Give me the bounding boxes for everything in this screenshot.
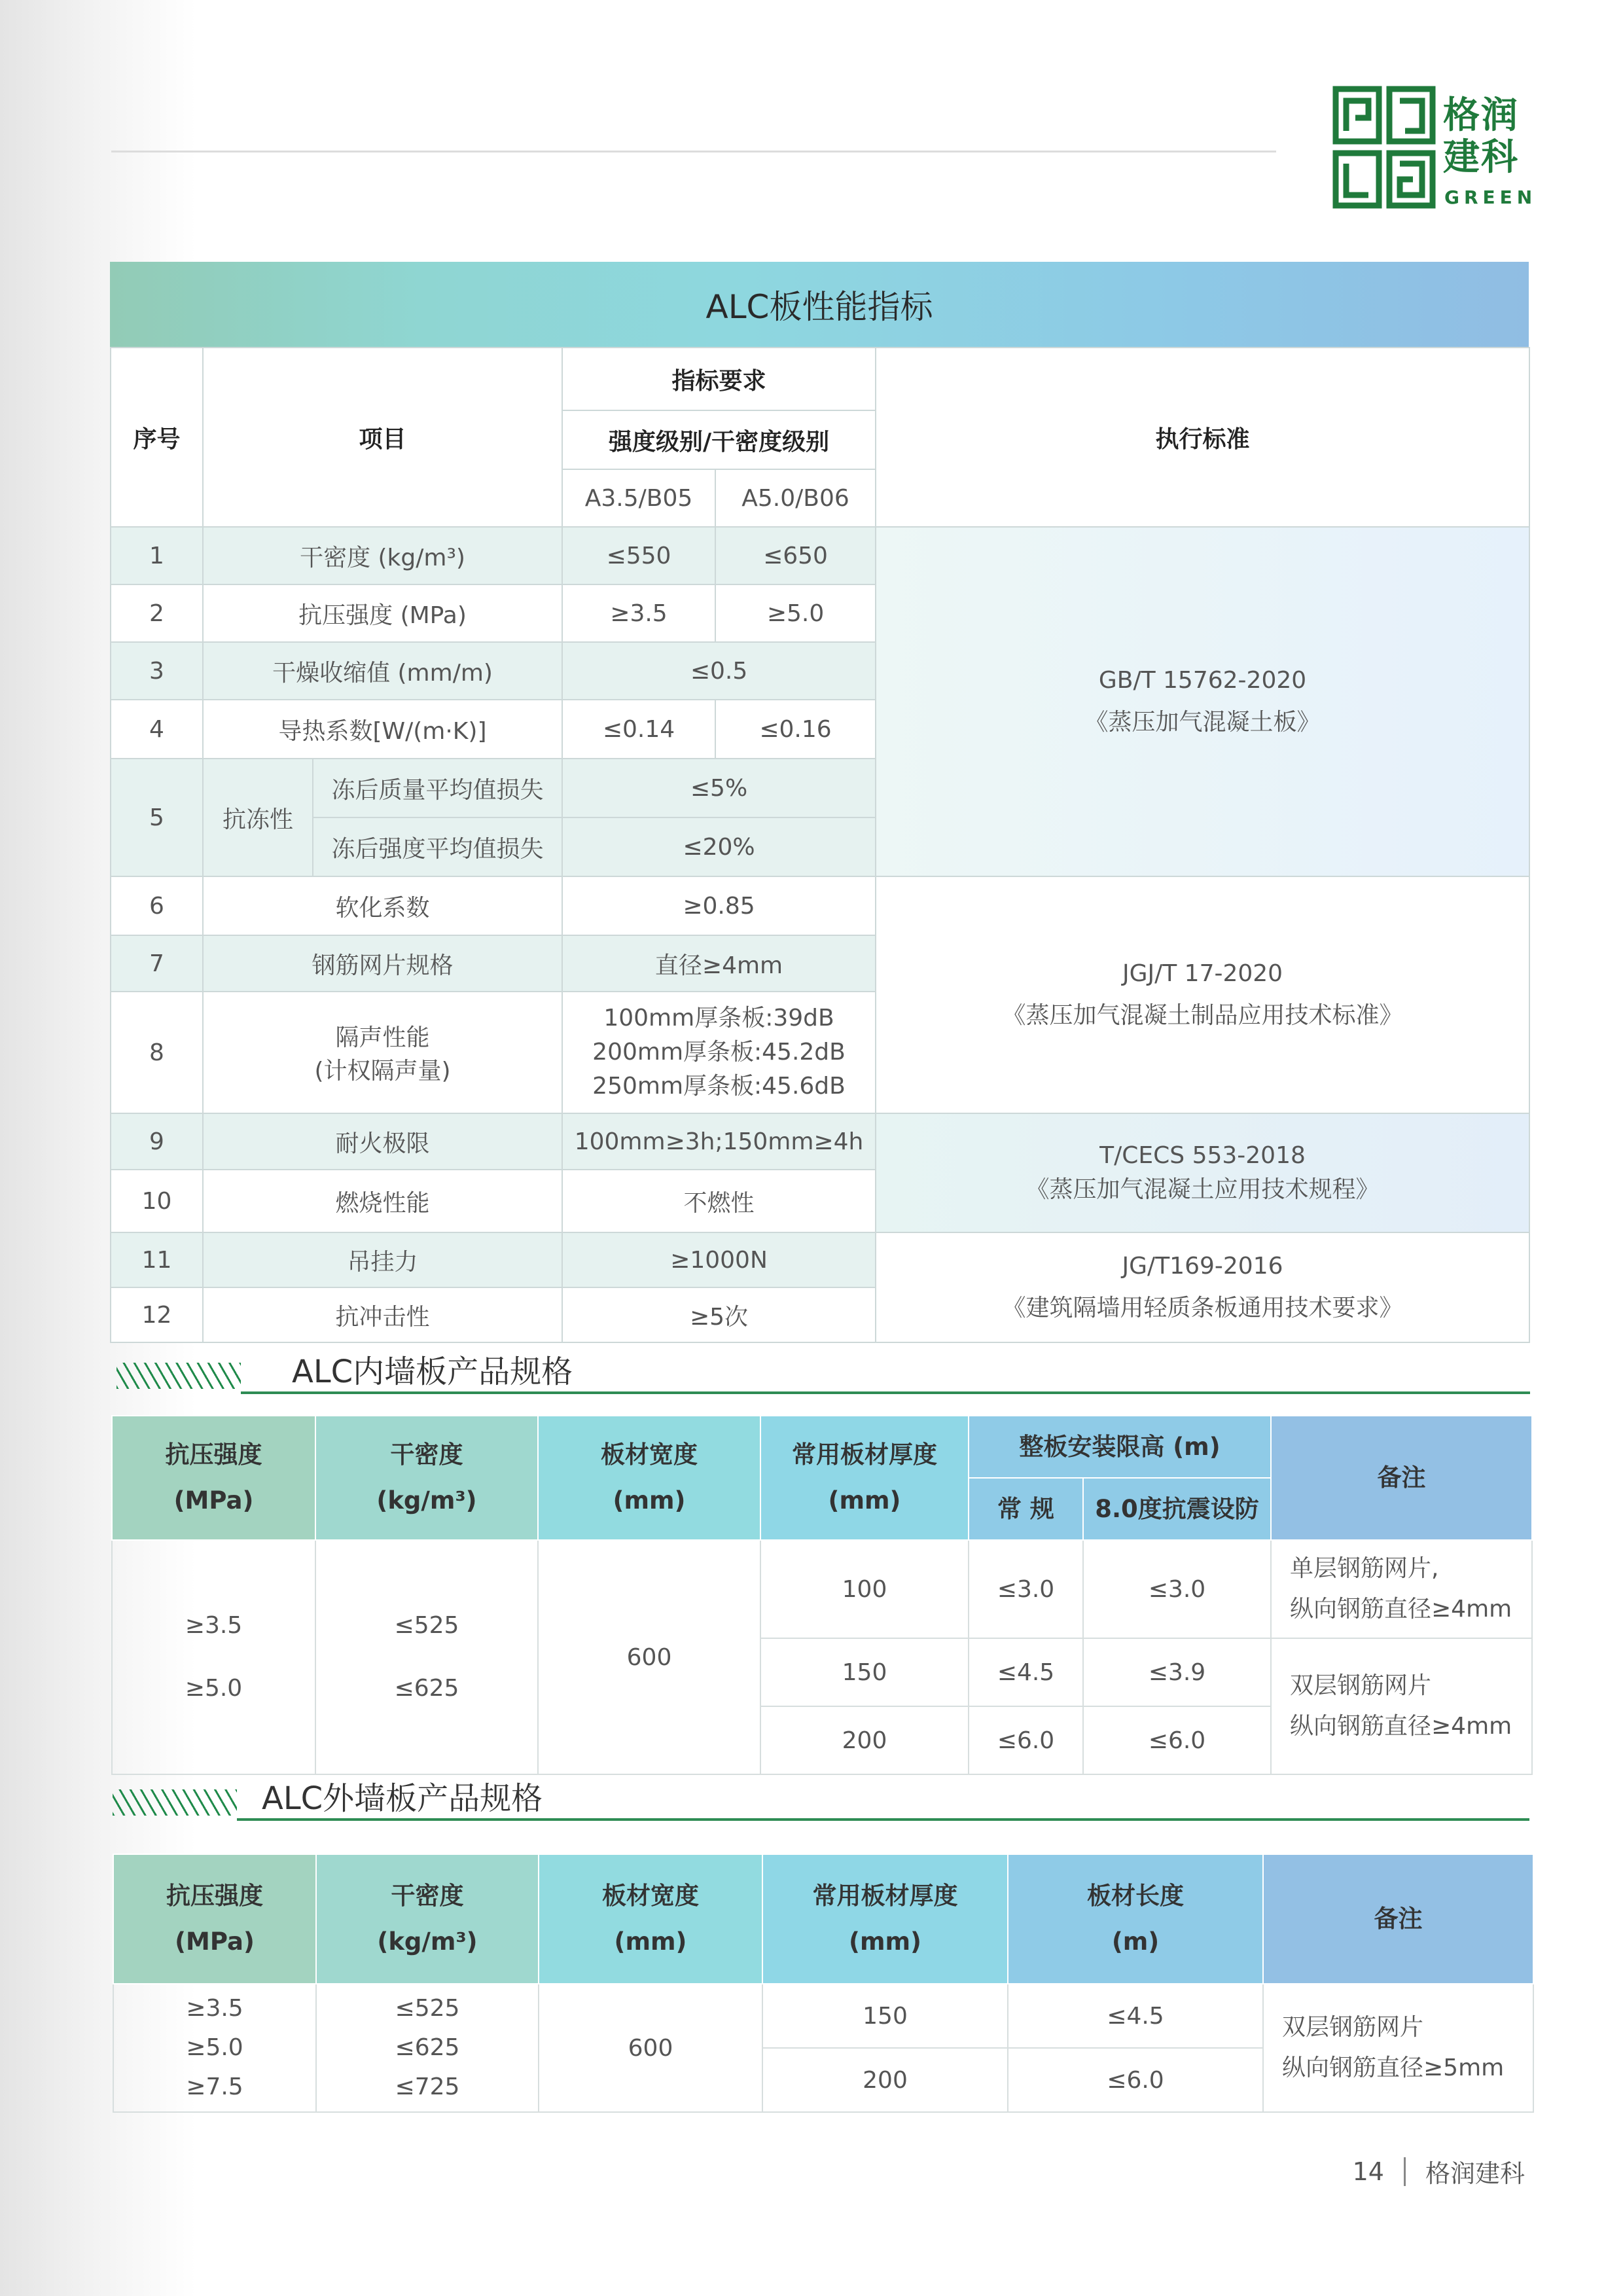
inner-spec-table — [111, 1415, 1533, 1775]
header-density-unit: (kg/m³) — [376, 1486, 477, 1515]
standard-cell-2 — [876, 876, 1529, 1113]
standard-code: JGJ/T 17-2020 — [1122, 960, 1283, 987]
section-outer-title: ALC外墙板产品规格 — [262, 1780, 543, 1817]
seismic-height-cell: ≤3.9 — [1083, 1638, 1271, 1706]
row-subitem-1: 冻后质量平均值损失 — [313, 759, 562, 817]
footer-divider — [1404, 2157, 1406, 2186]
row-subitem-2: 冻后强度平均值损失 — [313, 817, 562, 876]
page-number: 14 — [1352, 2157, 1384, 2186]
row-item: 抗压强度 (MPa) — [203, 584, 562, 642]
row-subvalue-2: ≤20% — [562, 817, 876, 876]
row-value-1: ≥3.5 — [562, 584, 715, 642]
standard-cell-1 — [876, 527, 1529, 876]
strength-value: ≥3.5 — [185, 1612, 243, 1639]
row-value-2: ≤0.16 — [715, 700, 876, 759]
row-value: 不燃性 — [562, 1170, 876, 1232]
thickness-cell: 150 — [762, 1984, 1008, 2048]
header-length-label: 板材长度 — [1087, 1882, 1184, 1910]
row-value: ≥0.85 — [562, 876, 876, 935]
density-cell — [316, 1984, 539, 2112]
seismic-height-cell: ≤3.0 — [1083, 1540, 1271, 1638]
normal-height-cell: ≤6.0 — [969, 1706, 1083, 1774]
performance-table — [110, 347, 1530, 1343]
header-width-label: 板材宽度 — [602, 1882, 699, 1910]
header-requirement: 指标要求 — [562, 348, 876, 410]
table-row — [112, 1540, 1532, 1638]
header-note: 备注 — [1263, 1854, 1533, 1984]
logo-cn-line2: 建科 — [1443, 136, 1519, 179]
row-value-line2: 200mm厚条板:45.2dB — [592, 1039, 846, 1066]
section-inner-header — [116, 1348, 1530, 1394]
row-item: 干燥收缩值 (mm/m) — [203, 642, 562, 700]
row-group: 抗冻性 — [203, 759, 313, 876]
row-item: 燃烧性能 — [203, 1170, 562, 1232]
section-inner-title: ALC内墙板产品规格 — [292, 1354, 573, 1390]
row-value-2: ≥5.0 — [715, 584, 876, 642]
header-grade: 强度级别/干密度级别 — [562, 410, 876, 469]
header-note: 备注 — [1271, 1416, 1532, 1540]
width-cell: 600 — [538, 1540, 760, 1774]
standard-name: 《蒸压加气混凝土板》 — [1084, 709, 1321, 736]
density-value: ≤625 — [395, 2034, 460, 2061]
row-no: 9 — [111, 1113, 203, 1170]
row-no: 7 — [111, 935, 203, 992]
header-width — [539, 1854, 762, 1984]
row-value: ≥5次 — [562, 1287, 876, 1342]
row-value-line3: 250mm厚条板:45.6dB — [592, 1073, 846, 1100]
note-line: 纵向钢筋直径≥4mm — [1290, 1713, 1512, 1740]
normal-height-cell: ≤4.5 — [969, 1638, 1083, 1706]
standard-name: 《蒸压加气混凝土应用技术规程》 — [1026, 1176, 1380, 1203]
section-underline — [241, 1391, 1530, 1394]
logo-en: GREEN — [1444, 187, 1537, 208]
stripes-icon — [113, 1789, 237, 1816]
header-strength-unit: (MPa) — [173, 1486, 254, 1515]
row-no: 8 — [111, 992, 203, 1113]
table-row — [113, 1984, 1533, 2048]
row-value — [562, 992, 876, 1113]
row-item: 耐火极限 — [203, 1113, 562, 1170]
top-divider — [111, 151, 1276, 152]
length-cell: ≤6.0 — [1008, 2048, 1263, 2112]
standard-name: 《蒸压加气混凝土制品应用技术标准》 — [1002, 1002, 1403, 1029]
row-no: 5 — [111, 759, 203, 876]
header-density-label: 干密度 — [390, 1441, 463, 1469]
header-grade-2: A5.0/B06 — [715, 469, 876, 527]
header-density-label: 干密度 — [391, 1882, 464, 1910]
note-line: 单层钢筋网片, — [1290, 1555, 1439, 1582]
length-cell: ≤4.5 — [1008, 1984, 1263, 2048]
header-thickness-label: 常用板材厚度 — [812, 1882, 958, 1910]
row-no: 6 — [111, 876, 203, 935]
section-outer-header — [113, 1775, 1526, 1821]
thickness-cell: 200 — [760, 1706, 969, 1774]
standard-cell-4 — [876, 1232, 1529, 1342]
row-item — [203, 992, 562, 1113]
thickness-cell: 150 — [760, 1638, 969, 1706]
stripes-icon — [116, 1363, 241, 1389]
row-no: 11 — [111, 1232, 203, 1287]
note-cell — [1271, 1540, 1532, 1638]
logo-text — [1443, 95, 1528, 179]
table-row — [111, 1232, 1529, 1287]
strength-value: ≥5.0 — [186, 2034, 243, 2061]
density-value: ≤525 — [394, 1612, 459, 1639]
row-value: 直径≥4mm — [562, 935, 876, 992]
note-cell — [1263, 1984, 1533, 2112]
header-thickness — [762, 1854, 1008, 1984]
header-density — [315, 1416, 538, 1540]
header-density — [316, 1854, 539, 1984]
page-footer — [1353, 2153, 1525, 2189]
row-item: 钢筋网片规格 — [203, 935, 562, 992]
main-table-title: ALC板性能指标 — [110, 262, 1529, 347]
row-subvalue-1: ≤5% — [562, 759, 876, 817]
width-cell: 600 — [539, 1984, 762, 2112]
table-row — [111, 527, 1529, 584]
density-cell — [315, 1540, 538, 1774]
row-value-1: ≤0.14 — [562, 700, 715, 759]
row-item: 吊挂力 — [203, 1232, 562, 1287]
row-item-line1: 隔声性能 — [335, 1024, 430, 1051]
header-width-unit: (mm) — [614, 1928, 687, 1956]
strength-cell — [113, 1984, 316, 2112]
density-value: ≤525 — [395, 1995, 460, 2022]
row-value: 100mm≥3h;150mm≥4h — [562, 1113, 876, 1170]
section-underline — [237, 1818, 1529, 1821]
header-item: 项目 — [203, 348, 562, 527]
row-no: 1 — [111, 527, 203, 584]
row-item: 软化系数 — [203, 876, 562, 935]
row-value-line1: 100mm厚条板:39dB — [603, 1005, 834, 1031]
header-strength — [112, 1416, 315, 1540]
standard-name: 《建筑隔墙用轻质条板通用技术要求》 — [1002, 1295, 1403, 1321]
header-grade-1: A3.5/B05 — [562, 469, 715, 527]
row-item: 干密度 (kg/m³) — [203, 527, 562, 584]
header-standard: 执行标准 — [876, 348, 1529, 527]
note-line: 双层钢筋网片 — [1282, 2014, 1424, 2041]
standard-code: GB/T 15762-2020 — [1098, 667, 1307, 694]
header-thickness-unit: (mm) — [828, 1486, 901, 1515]
density-value: ≤625 — [394, 1675, 459, 1702]
row-no: 3 — [111, 642, 203, 700]
note-line: 双层钢筋网片 — [1290, 1672, 1432, 1699]
header-thickness-unit: (mm) — [849, 1928, 921, 1956]
thickness-cell: 100 — [760, 1540, 969, 1638]
row-value: ≥1000N — [562, 1232, 876, 1287]
density-value: ≤725 — [395, 2073, 460, 2100]
table-row — [111, 1113, 1529, 1170]
row-value-2: ≤650 — [715, 527, 876, 584]
logo-mark-icon — [1332, 85, 1436, 209]
row-item: 抗冲击性 — [203, 1287, 562, 1342]
header-install-height: 整板安装限高 (m) — [969, 1416, 1271, 1478]
table-row — [111, 876, 1529, 935]
header-seismic: 8.0度抗震设防 — [1083, 1478, 1271, 1540]
outer-spec-table — [113, 1854, 1534, 2113]
strength-value: ≥3.5 — [186, 1995, 243, 2022]
standard-cell-3 — [876, 1113, 1529, 1232]
row-no: 4 — [111, 700, 203, 759]
header-width-label: 板材宽度 — [601, 1441, 698, 1469]
header-width-unit: (mm) — [613, 1486, 686, 1515]
strength-value: ≥5.0 — [185, 1675, 243, 1702]
header-length-unit: (m) — [1111, 1928, 1160, 1956]
logo-cn-line1: 格润 — [1443, 94, 1519, 137]
seismic-height-cell: ≤6.0 — [1083, 1706, 1271, 1774]
brand-logo — [1332, 82, 1537, 213]
header-strength-label: 抗压强度 — [165, 1441, 262, 1469]
header-thickness-label: 常用板材厚度 — [792, 1441, 937, 1469]
note-cell — [1271, 1638, 1532, 1774]
row-no: 2 — [111, 584, 203, 642]
row-item-line2: (计权隔声量) — [314, 1058, 451, 1085]
row-no: 10 — [111, 1170, 203, 1232]
row-item: 导热系数[W/(m·K)] — [203, 700, 562, 759]
header-normal: 常 规 — [969, 1478, 1083, 1540]
footer-brand: 格润建科 — [1425, 2159, 1525, 2188]
header-density-unit: (kg/m³) — [377, 1928, 478, 1956]
strength-cell — [112, 1540, 315, 1774]
note-line: 纵向钢筋直径≥5mm — [1282, 2054, 1505, 2081]
standard-code: T/CECS 553-2018 — [1099, 1142, 1306, 1169]
normal-height-cell: ≤3.0 — [969, 1540, 1083, 1638]
note-line: 纵向钢筋直径≥4mm — [1290, 1596, 1512, 1623]
header-no: 序号 — [111, 348, 203, 527]
row-value-1: ≤550 — [562, 527, 715, 584]
strength-value: ≥7.5 — [186, 2073, 243, 2100]
header-width — [538, 1416, 760, 1540]
thickness-cell: 200 — [762, 2048, 1008, 2112]
header-strength — [113, 1854, 316, 1984]
row-value: ≤0.5 — [562, 642, 876, 700]
header-length — [1008, 1854, 1263, 1984]
header-strength-label: 抗压强度 — [166, 1882, 263, 1910]
header-strength-unit: (MPa) — [175, 1928, 255, 1956]
header-thickness — [760, 1416, 969, 1540]
standard-code: JG/T169-2016 — [1122, 1253, 1283, 1280]
row-no: 12 — [111, 1287, 203, 1342]
